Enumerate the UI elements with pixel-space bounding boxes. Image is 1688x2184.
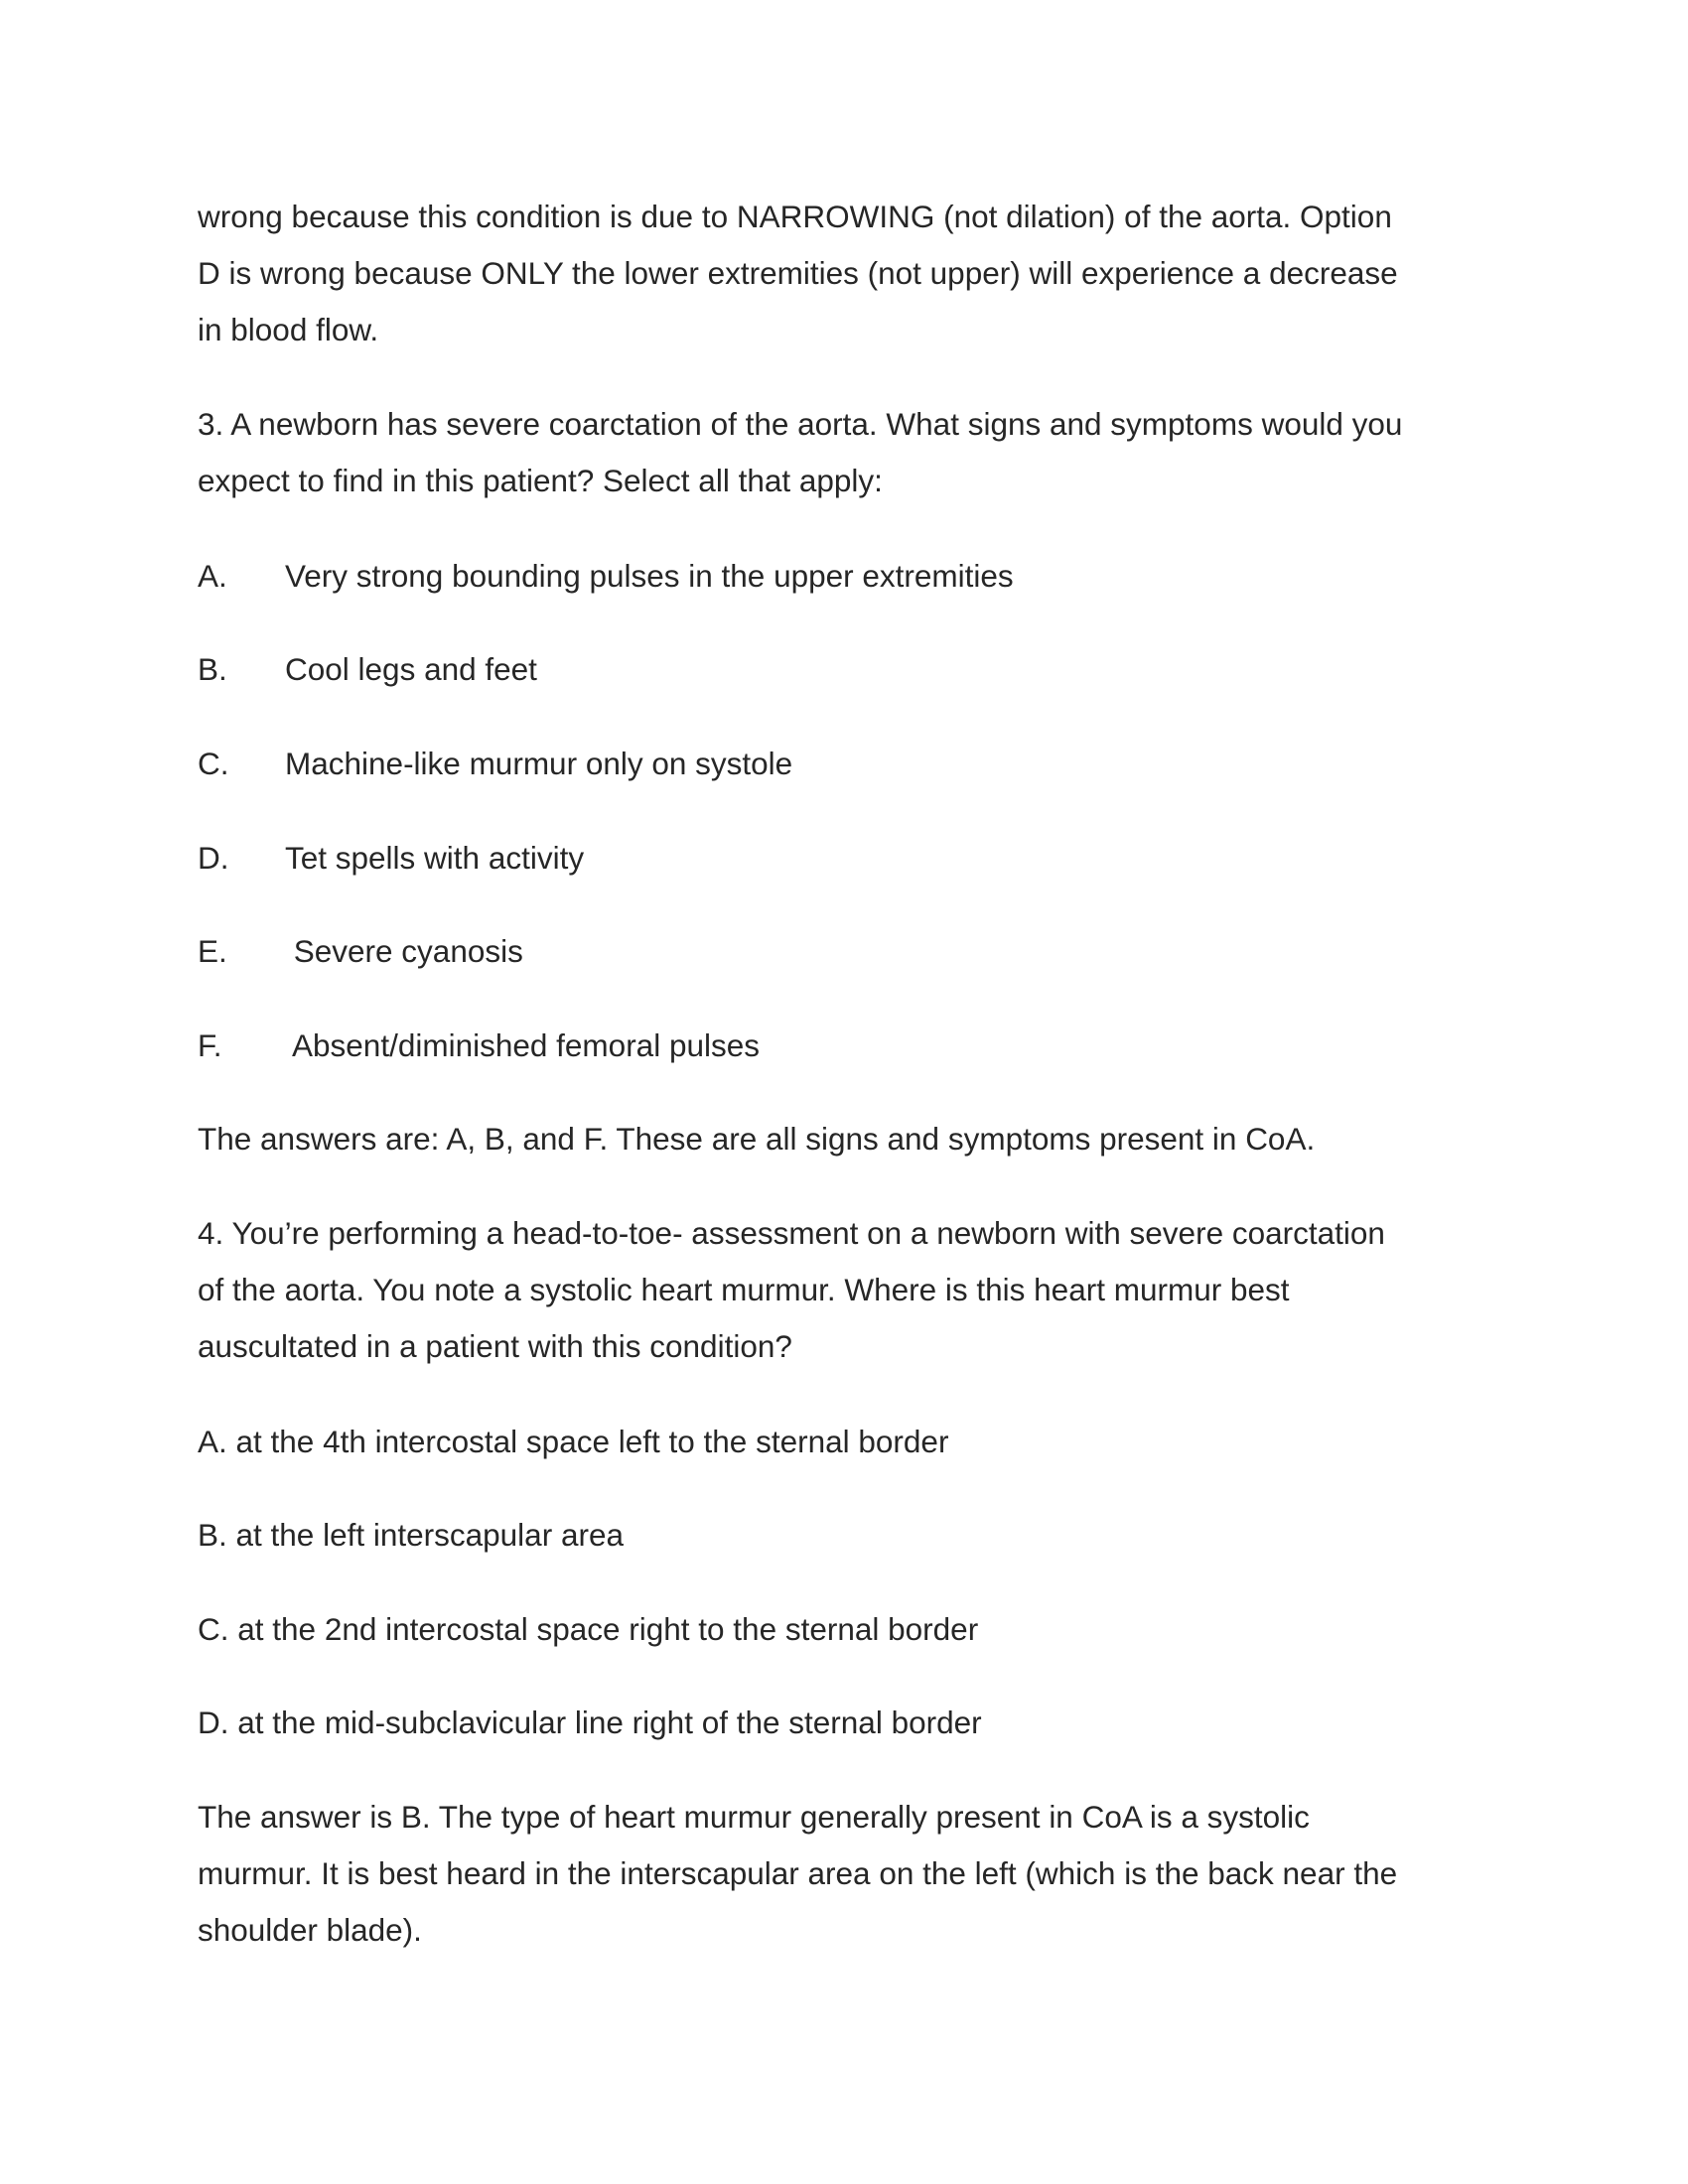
text-line: murmur. It is best heard in the interscapular area on the left (which is the back near the (198, 1855, 1398, 1891)
text-line: of the aorta. You note a systolic heart murmur. Where is this heart murmur best (198, 1272, 1290, 1307)
text-line: 3. A newborn has severe coarctation of the aorta. What signs and symptoms would you (198, 406, 1403, 442)
text-line: wrong because this condition is due to NARROWING (not dilation) of the aorta. Option (198, 199, 1392, 234)
q4-option-b: B. at the left interscapular area (198, 1517, 624, 1553)
q4-option-a: A. at the 4th intercostal space left to the sternal border (198, 1424, 949, 1459)
option-letter: B. (198, 651, 227, 687)
question-4-answer (198, 1789, 1488, 1959)
text-line: D is wrong because ONLY the lower extremities (not upper) will experience a decrease (198, 255, 1398, 291)
q3-option-d (198, 830, 584, 887)
option-letter: C. (198, 746, 229, 781)
q3-option-f (198, 1018, 760, 1074)
option-letter: A. (198, 558, 227, 594)
continuation-paragraph (198, 189, 1488, 358)
q4-option-c: C. at the 2nd intercostal space right to the sternal border (198, 1611, 979, 1647)
q3-option-e (198, 923, 523, 980)
question-3-answer (198, 1111, 1488, 1167)
question-3-stem (198, 396, 1488, 509)
text-line: The answers are: A, B, and F. These are all signs and symptoms present in CoA. (198, 1121, 1316, 1157)
option-text: Tet spells with activity (285, 840, 585, 876)
option-letter: D. (198, 840, 229, 876)
option-text: Very strong bounding pulses in the upper extremities (285, 558, 1014, 594)
option-letter: F. (198, 1027, 222, 1063)
q3-option-a (198, 548, 1014, 605)
q3-option-c (198, 736, 792, 792)
option-text: Absent/diminished femoral pulses (285, 1027, 761, 1063)
q3-option-b (198, 641, 537, 698)
option-text: Severe cyanosis (285, 933, 523, 969)
text-line: The answer is B. The type of heart murmur generally present in CoA is a systolic (198, 1799, 1310, 1835)
text-line: auscultated in a patient with this condition? (198, 1328, 792, 1364)
option-text: Machine-like murmur only on systole (285, 746, 793, 781)
q4-option-d: D. at the mid-subclavicular line right of the sternal border (198, 1705, 982, 1740)
question-4-stem (198, 1205, 1488, 1375)
text-line: expect to find in this patient? Select all that apply: (198, 463, 883, 498)
text-line: shoulder blade). (198, 1912, 422, 1948)
option-letter: E. (198, 933, 227, 969)
text-line: in blood flow. (198, 312, 379, 347)
option-text: Cool legs and feet (285, 651, 537, 687)
text-line: 4. You’re performing a head-to-toe- assessment on a newborn with severe coarctation (198, 1215, 1385, 1251)
